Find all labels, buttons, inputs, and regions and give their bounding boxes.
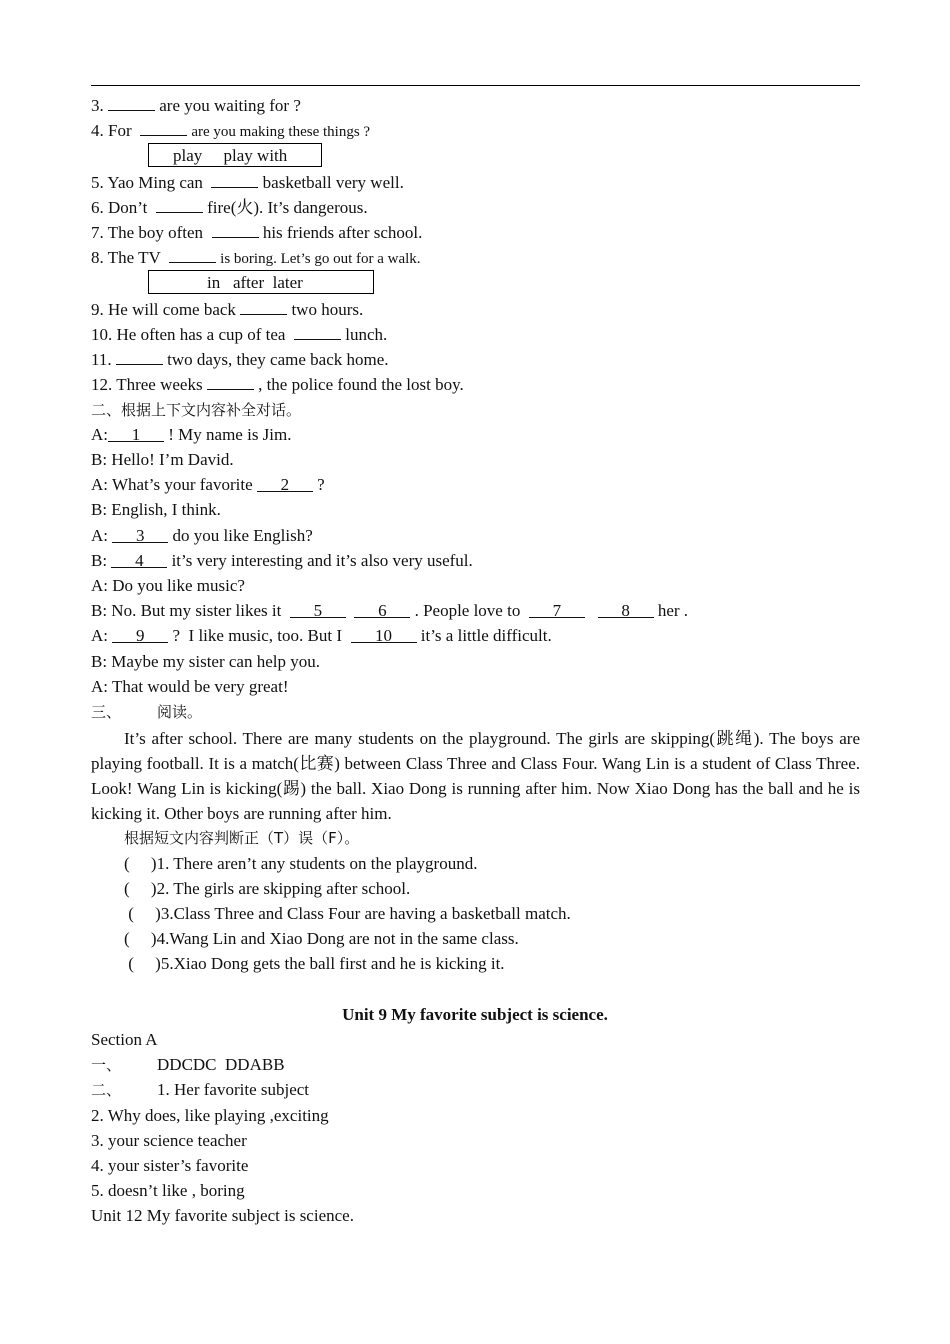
question-10: 10. He often has a cup of tea lunch. xyxy=(91,325,388,344)
dialogue-line-3: A: What’s your favorite 2 ? xyxy=(91,475,325,494)
question-4: 4. For are you making these things ? xyxy=(91,121,371,140)
tf-item: ( )1. There aren’t any students on the playground. xyxy=(124,854,478,873)
question-8: 8. The TV is boring. Let’s go out for a walk. xyxy=(91,248,421,267)
answer-line-2: 二、 1. Her favorite subject xyxy=(91,1080,310,1099)
question-3: 3. are you waiting for ? xyxy=(91,96,301,115)
answer-line-1: 一、 DDCDC DDABB xyxy=(91,1055,285,1074)
dialogue-line-4: B: English, I think. xyxy=(91,500,221,519)
dialogue-line-10: B: Maybe my sister can help you. xyxy=(91,652,320,671)
answer-line: 3. your science teacher xyxy=(91,1131,247,1150)
dialogue-line-2: B: Hello! I’m David. xyxy=(91,450,234,469)
dialogue-line-9: A: 9 ? I like music, too. But I 10 it’s a little difficult. xyxy=(91,626,552,645)
word-box-1: play play with xyxy=(148,143,322,167)
tf-item: ( )3.Class Three and Class Four are having a basketball match. xyxy=(124,904,571,923)
dialogue-line-6: B: 4 it’s very interesting and it’s also very useful. xyxy=(91,551,473,570)
question-9: 9. He will come back two hours. xyxy=(91,300,364,319)
section-label: Section A xyxy=(91,1030,158,1049)
tf-item: ( )5.Xiao Dong gets the ball first and he is kicking it. xyxy=(124,954,505,973)
tf-item: ( )2. The girls are skipping after school. xyxy=(124,879,411,898)
unit-title: Unit 9 My favorite subject is science. xyxy=(342,1005,608,1024)
reading-passage: It’s after school. There are many students on the playground. The girls are skipping(跳绳). The boys are playing football. It is a match(比赛) between Class Three and Class Four. Wang Lin is a student of Class Three. Look! Wang Lin is kicking(踢) the ball. Xiao Dong is running after him. Now Xiao Dong has the ball and he is kicking it. Other boys are running after him. xyxy=(91,729,860,823)
question-5: 5. Yao Ming can basketball very well. xyxy=(91,173,404,192)
dialogue-line-11: A: That would be very great! xyxy=(91,677,289,696)
question-11: 11. two days, they came back home. xyxy=(91,350,389,369)
question-7: 7. The boy often his friends after school. xyxy=(91,223,423,242)
answer-line: Unit 12 My favorite subject is science. xyxy=(91,1206,354,1225)
answer-line: 5. doesn’t like , boring xyxy=(91,1181,245,1200)
tf-instruction: 根据短文内容判断正（T）误（F）。 xyxy=(124,829,360,847)
word-box-2: in after later xyxy=(148,270,374,294)
part3-heading: 三、 阅读。 xyxy=(91,703,203,721)
question-6: 6. Don’t fire(火). It’s dangerous. xyxy=(91,198,368,217)
tf-item: ( )4.Wang Lin and Xiao Dong are not in the same class. xyxy=(124,929,519,948)
question-12: 12. Three weeks , the police found the lost boy. xyxy=(91,375,464,394)
part2-heading: 二、根据上下文内容补全对话。 xyxy=(91,401,302,419)
dialogue-line-8: B: No. But my sister likes it 5 6 . People love to 7 8 her . xyxy=(91,601,689,620)
dialogue-line-7: A: Do you like music? xyxy=(91,576,245,595)
dialogue-line-5: A: 3 do you like English? xyxy=(91,526,313,545)
answer-line: 4. your sister’s favorite xyxy=(91,1156,249,1175)
header-rule xyxy=(91,85,860,86)
answer-line: 2. Why does, like playing ,exciting xyxy=(91,1106,329,1125)
dialogue-line-1: A: 1 ! My name is Jim. xyxy=(91,425,292,444)
